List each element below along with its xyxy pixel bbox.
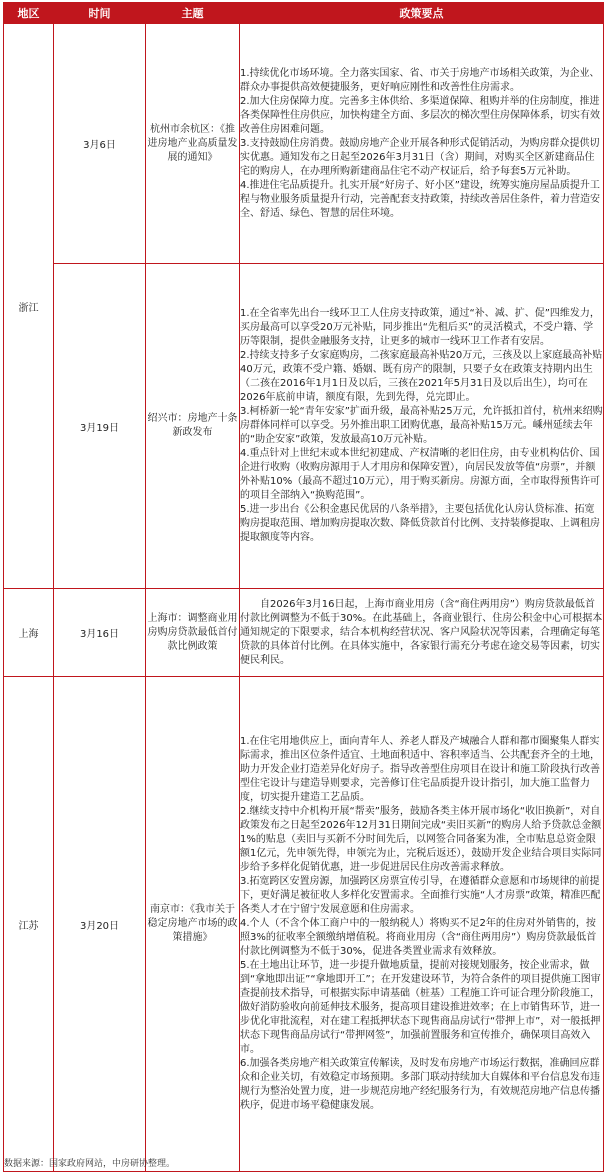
policy-point: 4.个人（不含个体工商户中的一般纳税人）将购买不足2年的住房对外销售的，按照3%的征收率全额缴纳增值税。将商业用房（含“商住两用房”）购房贷款最低首付款比例调整为不低于30%，促进各类置业需求有效释放。 (240, 918, 597, 957)
policy-point: 4.推进住宅品质提升。扎实开展“好房子、好小区”建设，统筹实施房屋品质提升工程与物业服务质量提升行动，完善配套支持政策，持续改善居住条件，着力营造安全、舒适、绿色、智慧的居住环境。 (240, 179, 600, 219)
header-points: 政策要点 (240, 3, 604, 24)
table-row (4, 264, 604, 589)
policy-point: 3.拓宽跨区安置房源，加强跨区房票宣传引导，在遵循群众意愿和市场规律的前提下，更好满足被征收人多样化安置需求。全面推行实施“人才房票”政策，精准匹配各类人才在宁留宁发展意愿和住房需求。 (240, 876, 601, 915)
policy-point: 自2026年3月16日起，上海市商业用房（含“商住两用房”）购房贷款最低首付款比例调整为不低于30%。在此基础上，各商业银行、住房公积金中心可根据本通知规定的下限要求，结合本机构经营状况、客户风险状况等因素，合理确定每笔贷款的具体首付比例。在具体实施中，各家银行需充分考虑在途交易等因素，切实便民利民。 (240, 598, 603, 666)
policy-point: 2.持续支持多子女家庭购房，二孩家庭最高补贴20万元，三孩及以上家庭最高补贴40万元，政策不受户籍、婚姻、既有房产的限制，只要子女在政策支持期内出生（二孩在2016年1月1日及以后，三孩在2021年5月31日及以后出生），均可在2026年底前申请，额度有限，先到先得，兑完即止。 (240, 350, 603, 403)
policy-point: 3.柯桥新一轮“青年安家”扩面升级，最高补贴25万元，允许抵扣首付，杭州来绍购房群体同样可以享受。另外推出职工团购优惠，最高补贴15万元。嵊州延续去年的“助企安家”政策，发放最高10万元补贴。 (240, 406, 603, 445)
policy-point: 6.加强各类房地产相关政策宣传解读，及时发布房地产市场运行数据，准确回应群众和企业关切，有效稳定市场预期。多部门联动持续加大自媒体和平台信息发布违规行为整治处置力度，进一步规范房地产经纪服务行为，有效规范房地产信息传播秩序，促进市场平稳健康发展。 (240, 1058, 600, 1111)
region-cell: 浙江 (4, 24, 54, 589)
date-cell: 3月19日 (54, 264, 146, 589)
date-cell: 3月20日 (54, 677, 146, 1172)
policy-point: 5.进一步出台《公积金惠民优居的八条举措》，主要包括优化认房认贷标准、拓宽购房提取范围、增加购房提取次数、降低贷款首付比例、支持装修提取、上调租房提取额度等内容。 (240, 504, 600, 543)
policy-point: 2.加大住房保障力度。完善多主体供给、多渠道保障、租购并举的住房制度，推进各类保障性住房供应，加快构建全方面、多层次的梯次型住房保障体系，切实有效改善住房困难问题。 (240, 95, 600, 135)
policy-point: 4.重点针对上世纪末或本世纪初建成、产权清晰的老旧住房，由专业机构估价、国企进行收购（收购房源用于人才用房和保障安置），向居民发放等值“房票”，并额外补贴10%（最高不超过10万元），用于购买新房。房源方面，全市取得预售许可的项目全部纳入“换购范围”。 (240, 448, 600, 501)
header-topic: 主题 (146, 3, 240, 24)
topic-cell: 上海市：调整商业用房购房贷款最低首付款比例政策 (146, 589, 240, 677)
topic-cell: 南京市：《我市关于稳定房地产市场的政策措施》 (146, 677, 240, 1172)
date-cell: 3月16日 (54, 589, 146, 677)
table-row (4, 589, 604, 677)
points-cell (240, 264, 604, 589)
table-row (4, 24, 604, 264)
points-cell (240, 589, 604, 677)
data-source-note: 数据来源：国家政府网站，中房研协整理。 (4, 1159, 176, 1169)
topic-cell: 绍兴市：房地产十条新政发布 (146, 264, 240, 589)
policy-table (3, 2, 604, 1172)
policy-point: 1.在住宅用地供应上，面向青年人、养老人群及产城融合人群和都市圈聚集人群实际需求，推出区位条件适宜、土地面积适中、容积率适当、公共配套齐全的土地，助力开发企业打造差异化好房子。指导改善型住房项目在设计和施工阶段执行改善型住宅设计与建造导则要求，完善修订住宅品质提升设计指引，加大施工监督力度，切实提升建造工艺品质。 (240, 736, 600, 803)
header-row (4, 3, 604, 24)
region-cell: 上海 (4, 589, 54, 677)
topic-cell: 杭州市余杭区：《推进房地产业高质量发展的通知》 (146, 24, 240, 264)
policy-point: 5.在土地出让环节，进一步提升做地质量，提前对接规划服务，按企业需求，做到“拿地即出证”“拿地即开工”；在开发建设环节，为符合条件的项目提供施工图审查提前技术指导，可根据实际申请基础（桩基）工程施工许可证合理分阶段施工，做好消防验收向前延伸技术服务，提高项目建设推进效率；在上市销售环节，进一步优化审批流程，对在建工程抵押状态下现售商品房试行“带押上市”，对一般抵押状态下现售商品房试行“带押网签”，加强前置服务和宣传推介，确保项目高效入市。 (240, 960, 601, 1055)
policy-point: 2.继续支持中介机构开展“帮卖”服务，鼓励各类主体开展市场化“收旧换新”，对自政策发布之日起至2026年12月31日期间完成“卖旧买新”的购房人给予贷款总金额1%的贴息（卖旧与买新不分时间先后，以网签合同备案为准，全市贴息总资金限额1亿元，先申领先得，申领完为止，完税后返还），鼓励开发企业结合项目实际同步给予多样化促销优惠，进一步促进居民住房改善需求释放。 (240, 806, 602, 873)
points-cell (240, 677, 604, 1172)
policy-point: 3.支持鼓励住房消费。鼓励房地产企业开展各种形式促销活动，为购房群众提供切实优惠。通知发布之日起至2026年3月31日（含）期间，对购买全区新建商品住宅的购房人，在办理所购新建商品住宅不动产权证后，给予每套5万元补助。 (240, 137, 600, 177)
points-cell (240, 24, 604, 264)
policy-point: 1.持续优化市场环境。全力落实国家、省、市关于房地产市场相关政策，为企业、群众办事提供高效便捷服务，更好响应刚性和改善性住房需求。 (240, 67, 600, 93)
policy-point: 1.在全省率先出台一线环卫工人住房支持政策，通过“补、减、扩、促”四维发力，买房最高可以享受20万元补贴，同步推出“先租后买”的灵活模式，不受户籍、学历等限制，提供金融服务支持，让更多的城市一线环卫工作者有安居。 (240, 308, 600, 347)
date-cell: 3月6日 (54, 24, 146, 264)
region-cell: 江苏 (4, 677, 54, 1172)
header-region: 地区 (4, 3, 54, 24)
header-date: 时间 (54, 3, 146, 24)
table-row (4, 677, 604, 1172)
